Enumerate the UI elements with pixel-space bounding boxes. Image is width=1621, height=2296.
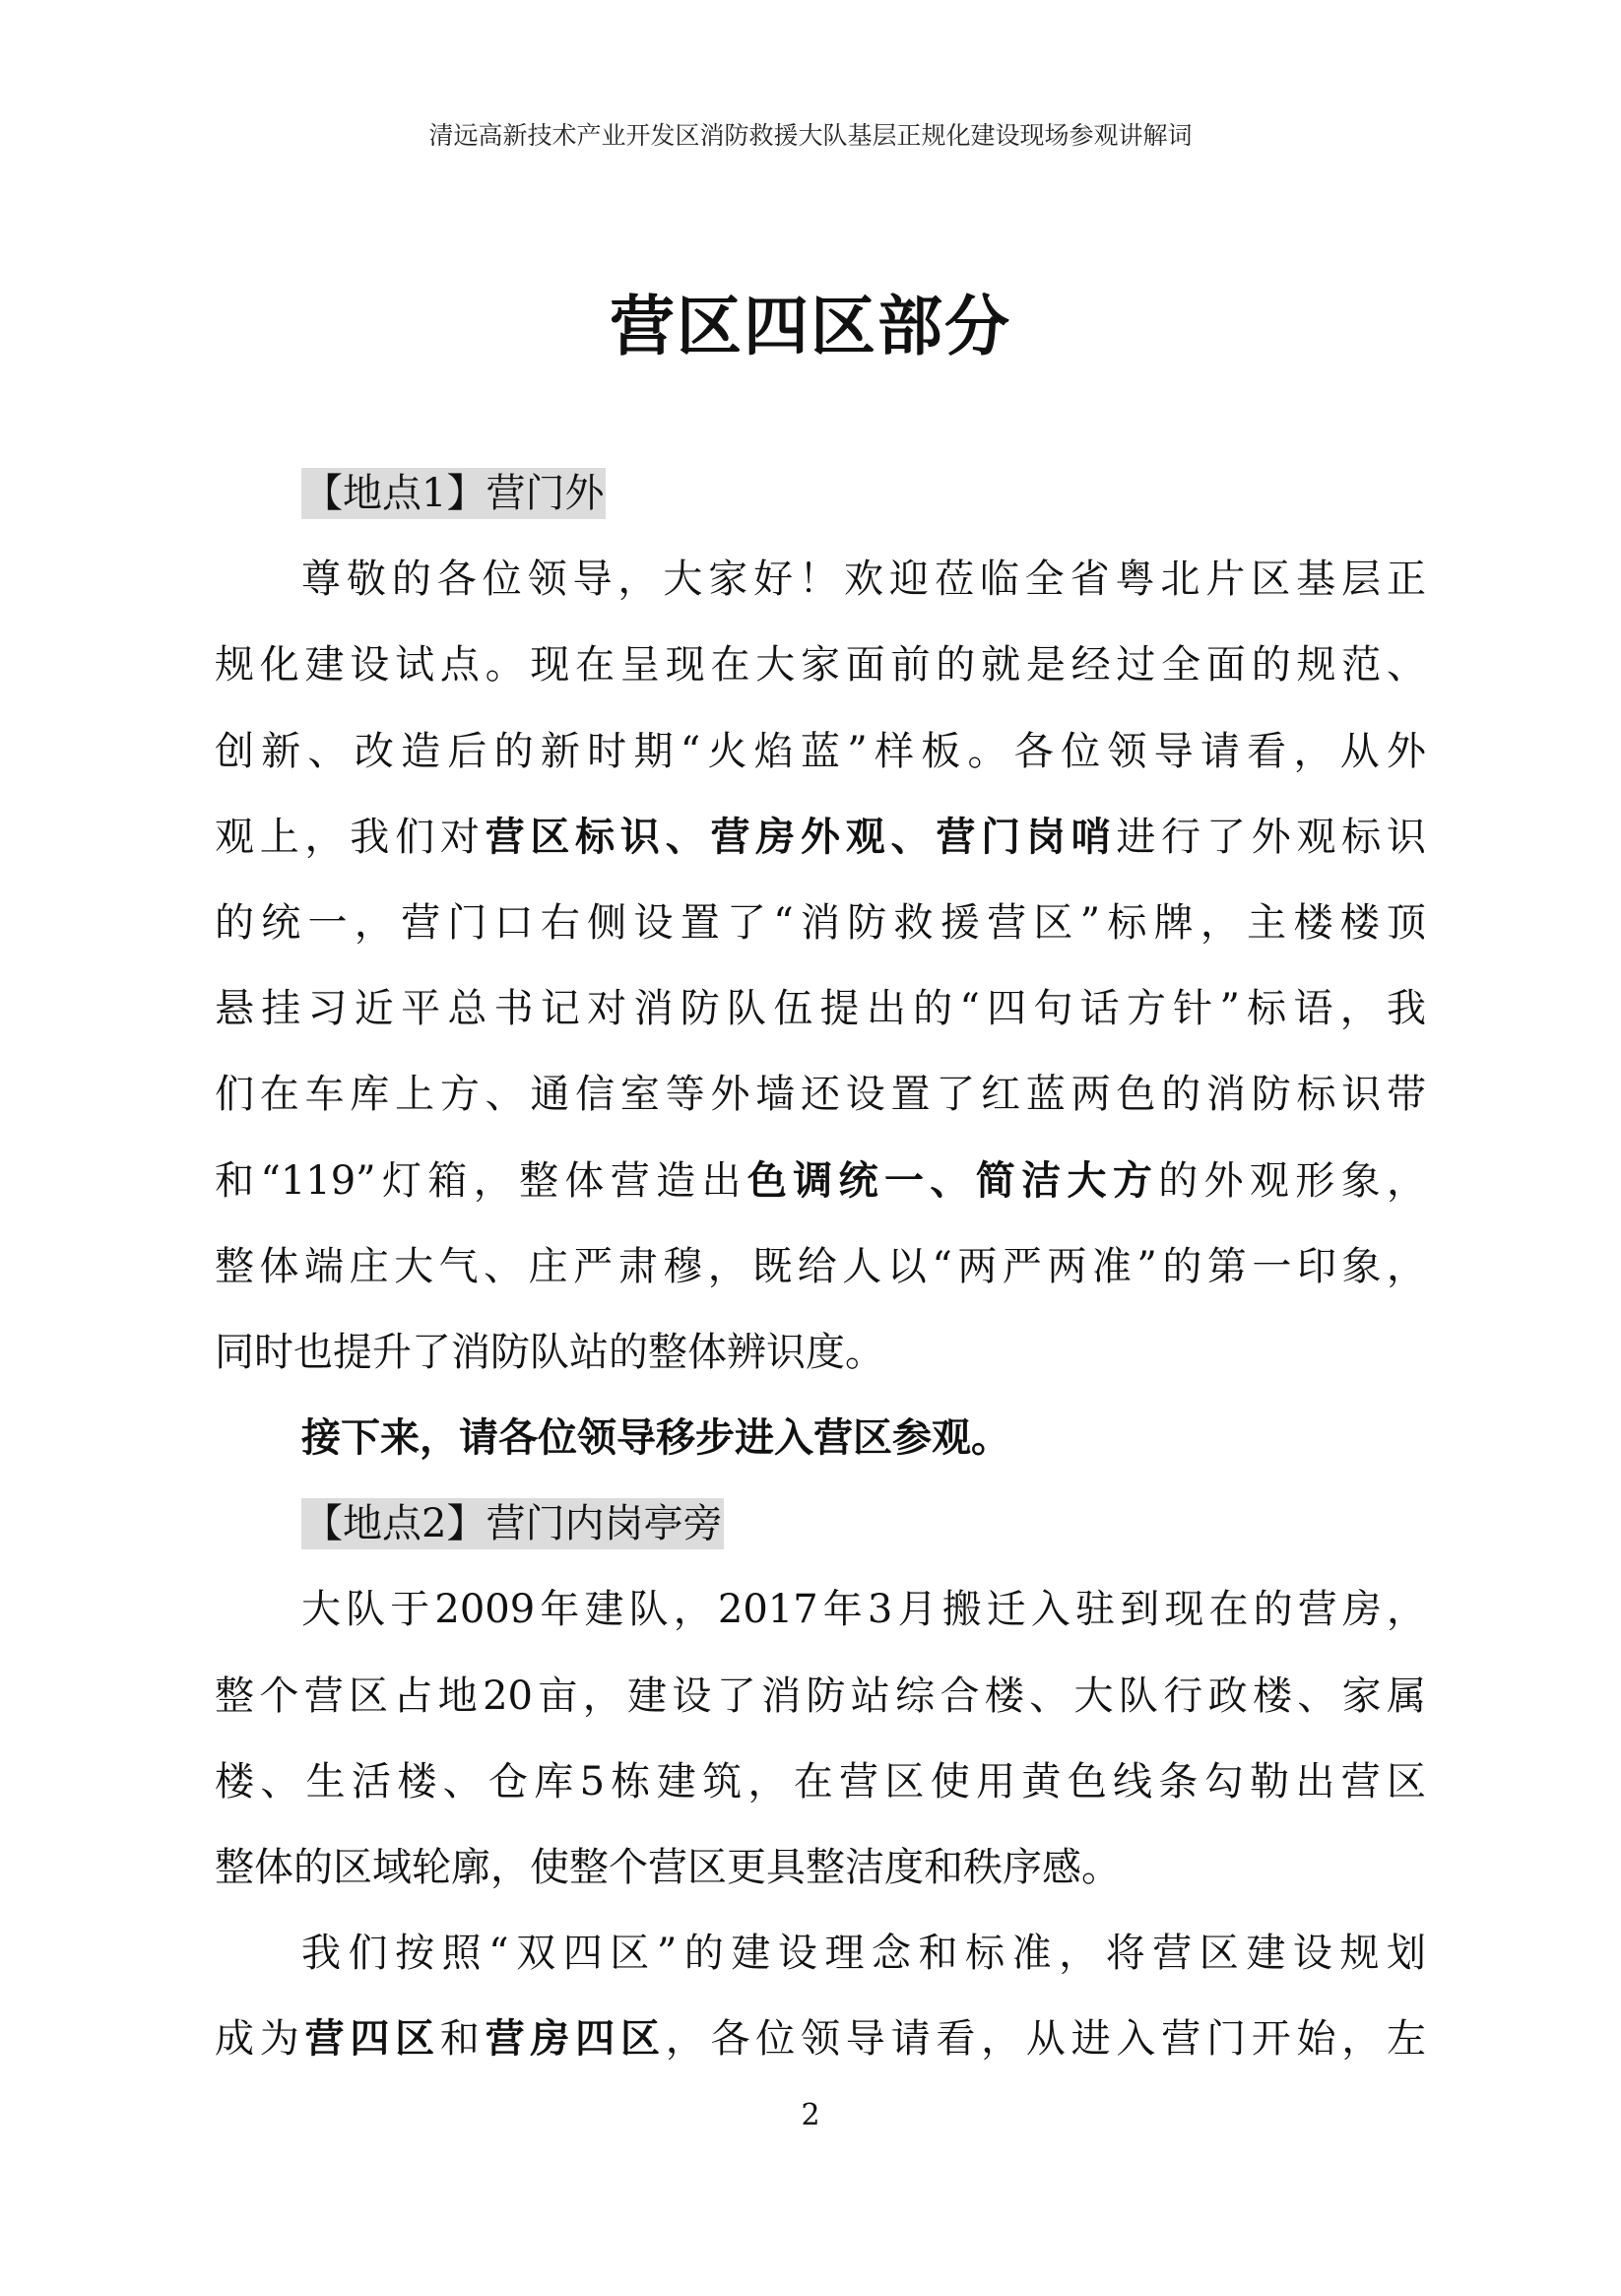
location-1-heading-line [215,451,1426,537]
paragraph-1-line: 整体端庄大气、庄严肃穆，既给人以“两严两准”的第一印象， [215,1243,1426,1289]
paragraph-1-line: 和“119”灯箱，整体营造出色调统一、简洁大方的外观形象， [215,1157,1427,1204]
bold-emphasis: 营房四区 [485,2016,666,2063]
page-title: 营区四区部分 [610,288,1011,364]
location-2-heading-line [215,1481,1426,1567]
paragraph-1-line: 们在车库上方、通信室等外墙还设置了红蓝两色的消防标识带 [215,1072,1426,1118]
page-header: 清远高新技术产业开发区消防救援大队基层正规化建设现场参观讲解词 [428,121,1193,150]
paragraph-1-line: 观上，我们对营区标识、营房外观、营门岗哨进行了外观标识 [215,814,1427,860]
paragraph-2-line: 整个营区占地20亩，建设了消防站综合楼、大队行政楼、家属 [215,1673,1426,1719]
transition-line: 接下来，请各位领导移步进入营区参观。 [301,1415,1010,1462]
paragraph-2-line: 整体的区域轮廓，使整个营区更具整洁度和秩序感。 [215,1845,1121,1890]
bold-emphasis: 色调统一、简洁大方 [746,1157,1159,1204]
bold-emphasis: 营区标识、营房外观、营门岗哨 [485,814,1117,860]
document-body [215,451,1426,2083]
paragraph-1-line: 尊敬的各位领导，大家好！欢迎莅临全省粤北片区基层正 [301,557,1426,603]
paragraph-2-line: 大队于2009年建队，2017年3月搬迁入驻到现在的营房， [301,1587,1426,1633]
bold-emphasis: 营四区 [304,2016,440,2063]
paragraph-3-line: 成为营四区和营房四区，各位领导请看，从进入营门开始，左 [215,2016,1427,2063]
location-1-heading: 【地点1】营门外 [301,468,606,519]
page-number: 2 [801,2098,820,2132]
paragraph-1-line: 同时也提升了消防队站的整体辨识度。 [215,1329,884,1375]
paragraph-1-line: 规化建设试点。现在呈现在大家面前的就是经过全面的规范、 [215,642,1426,689]
paragraph-3-line: 我们按照“双四区”的建设理念和标准，将营区建设规划 [301,1931,1426,1977]
location-2-heading: 【地点2】营门内岗亭旁 [301,1498,724,1549]
paragraph-2-line: 楼、生活楼、仓库5栋建筑，在营区使用黄色线条勾勒出营区 [215,1758,1426,1804]
paragraph-1-line: 的统一，营门口右侧设置了“消防救援营区”标牌，主楼楼顶 [215,899,1426,946]
paragraph-1-line: 创新、改造后的新时期“火焰蓝”样板。各位领导请看，从外 [215,728,1426,774]
paragraph-1-line: 悬挂习近平总书记对消防队伍提出的“四句话方针”标语，我 [215,986,1426,1032]
